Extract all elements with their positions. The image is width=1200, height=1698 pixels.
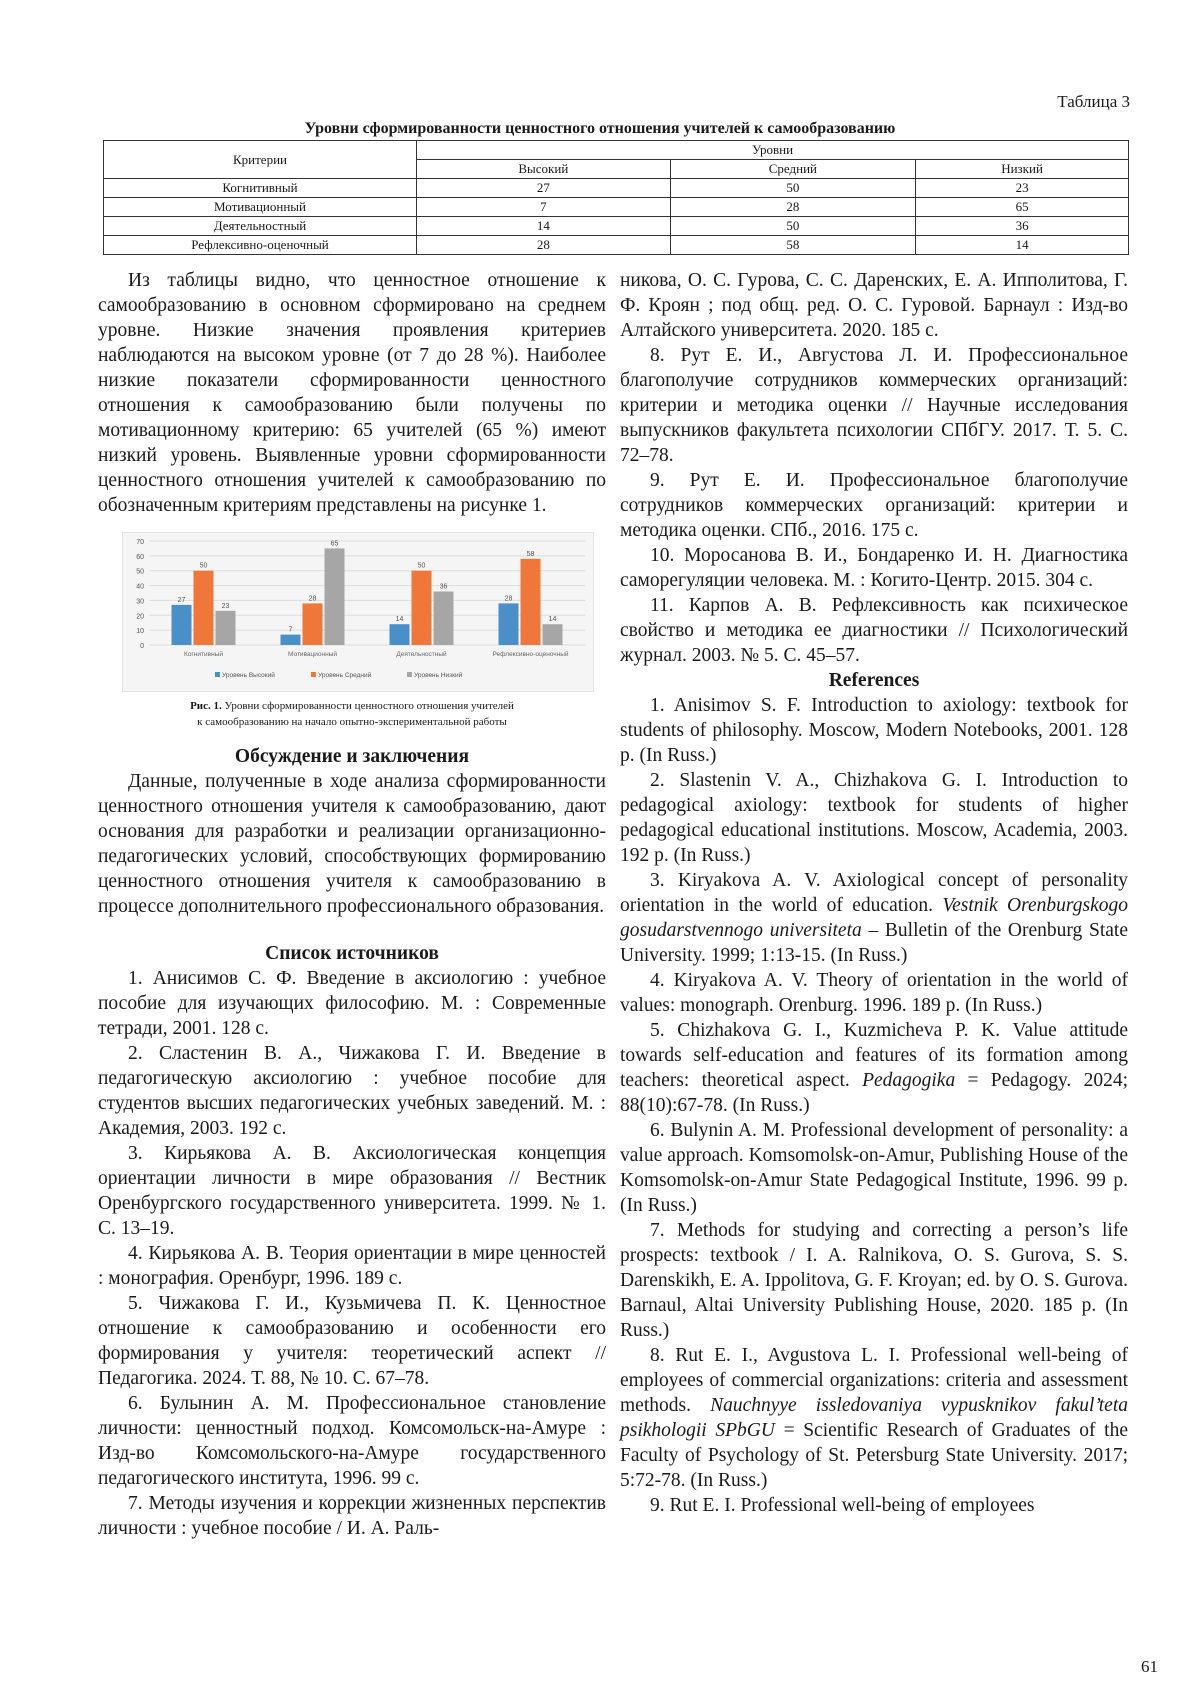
table-title: Уровни сформированности ценностного отношения учителей к самообразованию — [304, 120, 896, 137]
table-cell: 14 — [417, 217, 671, 236]
caption-line1: Уровни сформированности ценностного отношения учителей — [224, 700, 514, 712]
source-item: 6. Булынин А. М. Профессиональное становление личности: ценностный подход. Комсомольск-на-Амуре : Изд-во Комсомольского-на-Амуре государственного педагогического института, 1996. 99 с. — [98, 1393, 606, 1489]
source-item: 7. Методы изучения и коррекции жизненных перспектив личности : учебное пособие / И. А. Раль- — [98, 1493, 606, 1539]
y-tick-label: 70 — [136, 539, 144, 546]
discussion-paragraph: Данные, полученные в ходе анализа сформированности ценностного отношения учителя к самообразованию, дают основания для разработки и реализации организационно-педагогических условий, способствующих формированию ценностного отношения учителя к самообразованию в процессе дополнительного профессионального образования. — [98, 771, 606, 917]
table-row — [104, 198, 1129, 217]
figure-caption — [98, 698, 606, 730]
source-item: 11. Карпов А. В. Рефлексивность как психическое свойство и методика ее диагностики // Психологический журнал. 2003. № 5. С. 45–57. — [620, 595, 1128, 666]
source-item: 3. Кирьякова А. В. Аксиологическая концепция ориентации личности в мире образования // Вестник Оренбургского государственного университета. 1999. № 1. С. 13–19. — [98, 1143, 606, 1239]
bar — [499, 603, 519, 645]
level-high-header: Высокий — [417, 160, 671, 179]
y-tick-label: 0 — [140, 643, 144, 650]
data-label: 50 — [417, 562, 426, 570]
data-label: 14 — [548, 616, 557, 624]
bar — [281, 635, 301, 645]
bar — [325, 548, 345, 645]
bar — [303, 603, 323, 645]
data-label: 50 — [199, 562, 208, 570]
table-cell: 14 — [916, 236, 1129, 255]
data-label: 14 — [395, 616, 404, 624]
legend-label: Уровень Высокий — [222, 672, 275, 679]
table-row — [104, 217, 1129, 236]
journal-title: Vestnik Orenburgskogo gosudarstvennogo universiteta — [620, 895, 1129, 941]
reference-item: 6. Bulynin A. M. Professional development of personality: a value approach. Komsomolsk-on-Amur, Publishing House of the Komsomolsk-on-Amur State Pedagogical Institute, 1996. 99 p. (In Russ.) — [620, 1120, 1128, 1216]
criteria-header: Критерии — [104, 141, 417, 179]
bar — [543, 624, 563, 645]
caption-line2: к самообразованию на начало опытно-экспериментальной работы — [197, 716, 507, 728]
source-item: 2. Сластенин В. А., Чижакова Г. И. Введение в педагогическую аксиологию : учебное пособие для студентов высших педагогических учебных заведений. М. : Академия, 2003. 192 с. — [98, 1043, 606, 1139]
table-cell: 28 — [670, 198, 915, 217]
table-cell: 50 — [670, 217, 915, 236]
legend-label: Уровень Средний — [318, 672, 372, 679]
data-label: 28 — [308, 595, 317, 603]
bar — [172, 605, 192, 645]
source-item: 4. Кирьякова А. В. Теория ориентации в мире ценностей : монография. Оренбург, 1996. 189 с. — [98, 1243, 606, 1289]
x-tick-label: Когнитивный — [184, 651, 223, 658]
level-low-header: Низкий — [916, 160, 1129, 179]
table-cell: 50 — [670, 179, 915, 198]
y-tick-label: 30 — [136, 598, 144, 606]
levels-table — [103, 140, 1129, 255]
reference-item: 9. Rut E. I. Professional well-being of employees — [650, 1495, 1035, 1516]
bar — [216, 611, 236, 645]
y-tick-label: 40 — [136, 583, 144, 591]
bar — [390, 624, 410, 645]
source-item: 10. Моросанова В. И., Бондаренко И. Н. Диагностика саморегуляции человека. М. : Когито-Центр. 2015. 304 с. — [620, 545, 1128, 591]
reference-item: 1. Anisimov S. F. Introduction to axiology: textbook for students of philosophy. Moscow, Modern Notebooks, 2001. 128 p. (In Russ.) — [620, 695, 1128, 766]
chart-figure — [122, 532, 594, 692]
legend-swatch — [311, 672, 316, 677]
table-label: Таблица 3 — [1057, 92, 1130, 111]
reference-item: 4. Kiryakova A. V. Theory of orientation in the world of values: monograph. Orenburg. 1996. 189 p. (In Russ.) — [620, 970, 1128, 1016]
data-label: 23 — [221, 602, 230, 610]
table-cell: 65 — [916, 198, 1129, 217]
source-item: 1. Анисимов С. Ф. Введение в аксиологию : учебное пособие для изучающих философию. М. : Современные тетради, 2001. 128 с. — [98, 968, 606, 1039]
table-cell: Когнитивный — [104, 179, 417, 198]
bar — [412, 571, 432, 645]
bar — [194, 571, 214, 645]
bar — [434, 592, 454, 645]
data-label: 28 — [504, 595, 513, 603]
sources-heading: Список источников — [265, 943, 439, 964]
caption-label: Рис. 1. — [190, 700, 222, 712]
y-tick-label: 60 — [136, 553, 144, 561]
reference-item: 5. Chizhakova G. I., Kuzmicheva P. K. Value attitude towards self-education and features of its formation among teachers: theoretical aspect. Pedagogika = Pedagogy. 2024; 88(10):67-78. (In Russ.) — [620, 1020, 1129, 1116]
source-item: 9. Рут Е. И. Профессиональное благополучие сотрудников коммерческих организаций: критерии и методика оценки. СПб., 2016. 175 с. — [620, 470, 1128, 541]
data-label: 58 — [526, 550, 535, 558]
table-cell: Деятельностный — [104, 217, 417, 236]
references-heading: References — [828, 670, 920, 691]
legend-swatch — [215, 672, 220, 677]
y-tick-label: 10 — [136, 628, 144, 636]
source-item: 5. Чижакова Г. И., Кузьмичева П. К. Ценностное отношение к самообразованию и особенности его формирования у учителя: теоретический аспект // Педагогика. 2024. Т. 88, № 10. С. 67–78. — [98, 1293, 606, 1389]
page-number: 61 — [1141, 1657, 1158, 1676]
x-tick-label: Рефлексивно-оценочный — [492, 651, 569, 658]
table-cell: Рефлексивно-оценочный — [104, 236, 417, 255]
table-cell: 27 — [417, 179, 671, 198]
source-item: 8. Рут Е. И., Августова Л. И. Профессиональное благополучие сотрудников коммерческих организаций: критерии и методика оценки // Научные исследования выпускников факультета психологии СПбГУ. 2017. Т. 5. С. 72–78. — [620, 345, 1128, 466]
bar — [521, 559, 541, 645]
data-label: 27 — [177, 596, 186, 604]
y-tick-label: 20 — [136, 613, 144, 621]
journal-title: Nauchnyye issledovaniya vypusknikov fakul’teta psikhologii SPbGU — [620, 1395, 1128, 1441]
data-label: 65 — [330, 540, 339, 548]
y-tick-label: 50 — [136, 568, 144, 576]
journal-title: Pedagogika — [862, 1070, 956, 1091]
table-cell: 36 — [916, 217, 1129, 236]
x-tick-label: Деятельностный — [396, 651, 447, 658]
table-cell: Мотивационный — [104, 198, 417, 217]
intro-paragraph: Из таблицы видно, что ценностное отношение к самообразованию в основном сформировано на среднем уровне. Низкие значения проявления критериев наблюдаются на высоком уровне (от 7 до 28 %). Наиболее низкие показатели сформированности ценностного отношения к самообразованию были получены по мотивационному критерию: 65 учителей (65 %) имеют низкий уровень. Выявленные уровни сформированности ценностного отношения учителей к самообразованию по обозначенным критериям представлены на рисунке 1. — [98, 270, 606, 516]
levels-header: Уровни — [417, 141, 1129, 160]
legend-label: Уровень Низкий — [414, 672, 463, 679]
source-continuation: никова, О. С. Гурова, С. С. Даренских, Е. А. Ипполитова, Г. Ф. Кроян ; под общ. ред. О. С. Гуровой. Барнаул : Изд-во Алтайского университета. 2020. 185 с. — [620, 270, 1128, 341]
bar-chart — [123, 533, 593, 691]
data-label: 7 — [288, 626, 293, 634]
reference-item: 3. Kiryakova A. V. Axiological concept of personality orientation in the world of education. Vestnik Orenburgskogo gosudarstvennogo universiteta – Bulletin of the Orenburg State University. 1999; 1:13-15. (In Russ.) — [620, 870, 1129, 966]
level-mid-header: Средний — [670, 160, 915, 179]
discussion-heading: Обсуждение и заключения — [234, 746, 470, 767]
legend-swatch — [407, 672, 412, 677]
table-cell: 23 — [916, 179, 1129, 198]
table-row — [104, 179, 1129, 198]
right-column — [620, 268, 1128, 1518]
left-column — [98, 268, 606, 1541]
data-label: 36 — [439, 583, 448, 591]
x-tick-label: Мотивационный — [287, 651, 338, 658]
table-row — [104, 236, 1129, 255]
reference-item: 7. Methods for studying and correcting a person’s life prospects: textbook / I. A. Ralnikova, O. S. Gurova, S. S. Darenskikh, E. A. Ippolitova, G. F. Kroyan; ed. by O. S. Gurova. Barnaul, Altai University Publishing House, 2020. 185 p. (In Russ.) — [620, 1220, 1128, 1341]
reference-item: 8. Rut E. I., Avgustova L. I. Professional well-being of employees of commercial organizations: criteria and assessment methods. Nauchnyye issledovaniya vypusknikov fakul’teta psikhologii SPbGU = Scientific Research of Graduates of the Faculty of Psychology of St. Petersburg State University. 2017; 5:72-78. (In Russ.) — [620, 1345, 1129, 1491]
table-cell: 58 — [670, 236, 915, 255]
table-cell: 7 — [417, 198, 671, 217]
reference-item: 2. Slastenin V. A., Chizhakova G. I. Introduction to pedagogical axiology: textbook for students of higher pedagogical educational institutions. Moscow, Academia, 2003. 192 p. (In Russ.) — [620, 770, 1128, 866]
table-cell: 28 — [417, 236, 671, 255]
